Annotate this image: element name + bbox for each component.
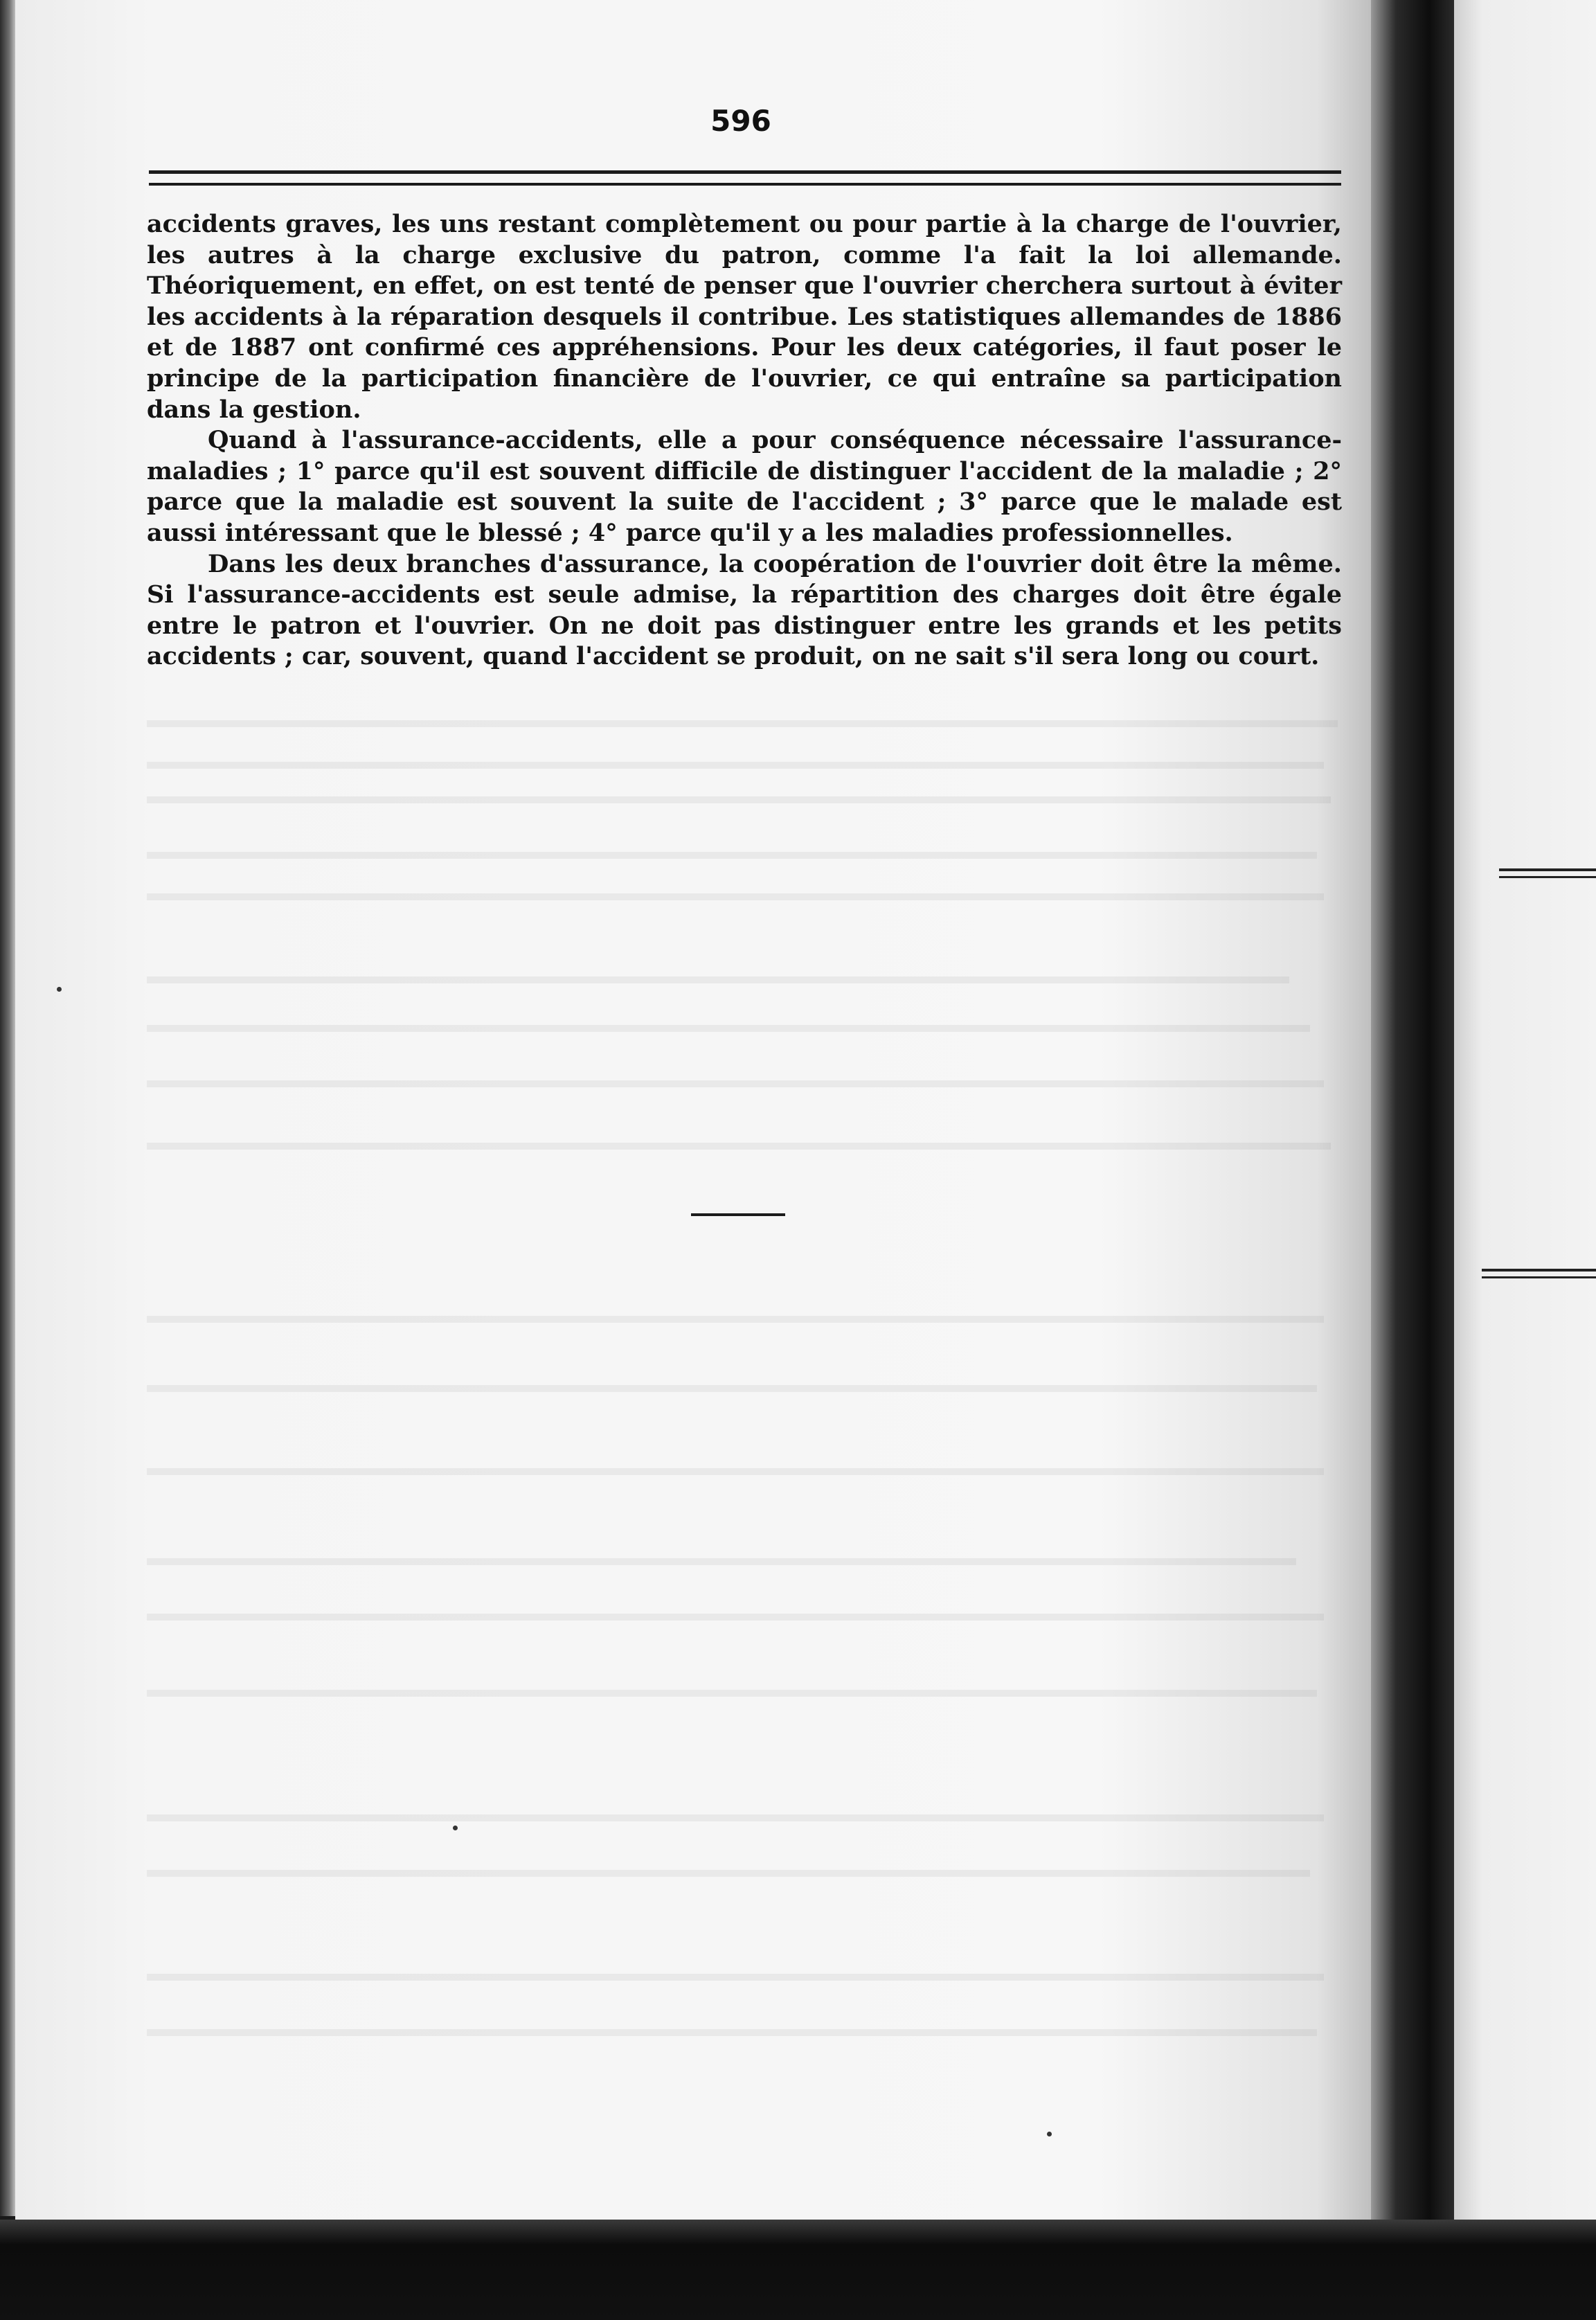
binding-gutter — [1371, 0, 1454, 2223]
body-text — [147, 209, 1342, 672]
section-end-rule — [691, 1213, 785, 1216]
page-number: 596 — [710, 104, 771, 138]
ink-speck — [57, 987, 62, 992]
paragraph: Dans les deux branches d'assurance, la coopération de l'ouvrier doit être la même. Si l'assurance-accidents est seule admise, la répartition des charges doit être égale entre le patron et l'ouvrier. On ne doit pas distinguer entre les grands et les petits accidents ; car, souvent, quand l'accident se produit, on ne sait s'il sera long ou court. — [147, 549, 1342, 671]
adjacent-page-edge — [1454, 0, 1596, 2223]
ink-speck — [453, 1826, 458, 1830]
scanner-bottom-border — [0, 2220, 1596, 2320]
paragraph: Quand à l'assurance-accidents, elle a pour conséquence nécessaire l'assurance-maladies ; 1° parce qu'il est souvent difficile de distinguer l'accident de la maladie ; 2° parce que la maladie est souvent la suite de l'accident ; 3° parce que le malade est aussi intéressant que le blessé ; 4° parce qu'il y a les maladies professionnelles. — [147, 426, 1342, 547]
paragraph: accidents graves, les uns restant complètement ou pour partie à la charge de l'ouvrier, les autres à la charge exclusive du patron, comme l'a fait la loi allemande. Théoriquement, en effet, on est tenté de penser que l'ouvrier cherchera surtout à éviter les accidents à la réparation desquels il contribue. Les statistiques allemandes de 1886 et de 1887 ont confirmé ces appréhensions. Pour les deux catégories, il faut poser le principe de la participation financière de l'ouvrier, ce qui entraîne sa participation dans la gestion. — [147, 210, 1343, 424]
left-binding-edge — [0, 0, 15, 2216]
header-double-rule — [149, 170, 1341, 186]
ink-speck — [1047, 2132, 1052, 2136]
adjacent-page-rule — [1482, 1269, 1596, 1278]
adjacent-page-rule — [1499, 868, 1596, 878]
